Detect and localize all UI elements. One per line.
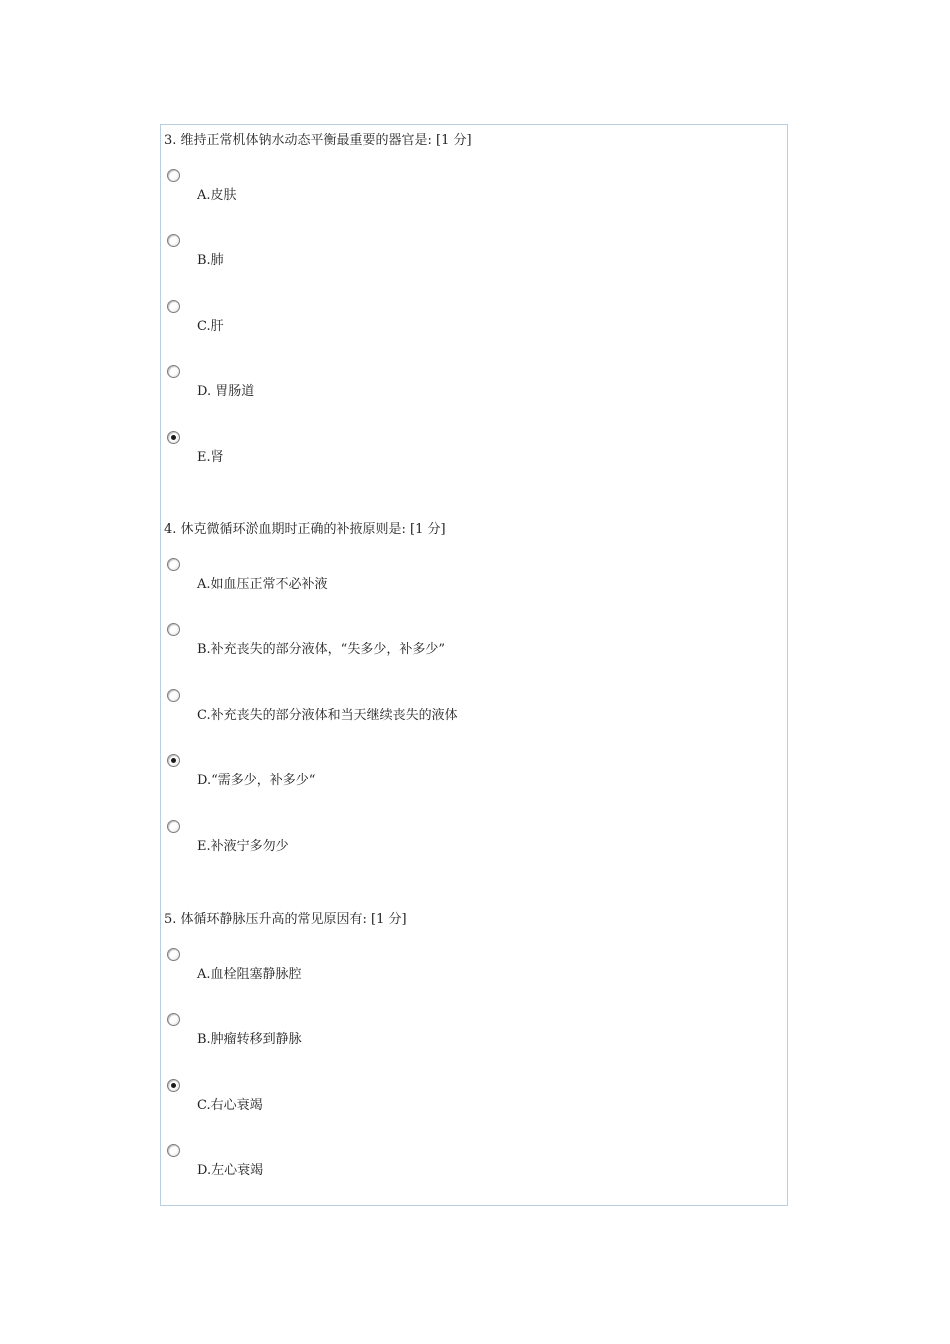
- radio-button[interactable]: [167, 169, 180, 182]
- option-b[interactable]: [161, 623, 787, 683]
- option-e[interactable]: [161, 431, 787, 491]
- option-e[interactable]: [161, 820, 787, 880]
- radio-button[interactable]: [167, 1013, 180, 1026]
- option-b[interactable]: [161, 1013, 787, 1073]
- radio-button-selected[interactable]: [167, 431, 180, 444]
- option-label: B.肺: [197, 253, 224, 268]
- option-label: A.皮肤: [197, 188, 237, 203]
- option-d[interactable]: [161, 365, 787, 425]
- radio-button[interactable]: [167, 623, 180, 636]
- option-label: D.“需多少，补多少“: [197, 773, 316, 788]
- option-label: E.补液宁多勿少: [197, 839, 289, 854]
- question-title: 5. 体循环静脉压升高的常见原因有: [1 分]: [164, 912, 407, 927]
- option-a[interactable]: [161, 169, 787, 229]
- radio-button[interactable]: [167, 300, 180, 313]
- option-d[interactable]: [161, 1144, 787, 1204]
- option-label: A.如血压正常不必补液: [197, 577, 328, 592]
- radio-button[interactable]: [167, 558, 180, 571]
- option-label: C.补充丧失的部分液体和当天继续丧失的液体: [197, 708, 458, 723]
- option-a[interactable]: [161, 558, 787, 618]
- option-c[interactable]: [161, 1079, 787, 1139]
- quiz-panel: [160, 124, 788, 1206]
- option-label: E.肾: [197, 450, 224, 465]
- radio-button[interactable]: [167, 689, 180, 702]
- option-label: B.肿瘤转移到静脉: [197, 1032, 302, 1047]
- option-label: C.肝: [197, 319, 224, 334]
- question-title: 3. 维持正常机体钠水动态平衡最重要的器官是: [1 分]: [164, 133, 472, 148]
- option-b[interactable]: [161, 234, 787, 294]
- radio-button[interactable]: [167, 1144, 180, 1157]
- option-d[interactable]: [161, 754, 787, 814]
- option-a[interactable]: [161, 948, 787, 1008]
- radio-button[interactable]: [167, 234, 180, 247]
- option-label: B.补充丧失的部分液体，“失多少，补多少”: [197, 642, 445, 657]
- option-label: D. 胃肠道: [197, 384, 255, 399]
- question-title: 4. 休克微循环淤血期时正确的补掖原则是: [1 分]: [164, 522, 446, 537]
- radio-button[interactable]: [167, 365, 180, 378]
- option-label: D.左心衰竭: [197, 1163, 264, 1178]
- radio-button[interactable]: [167, 820, 180, 833]
- radio-button-selected[interactable]: [167, 1079, 180, 1092]
- option-c[interactable]: [161, 300, 787, 360]
- option-label: A.血栓阻塞静脉腔: [197, 967, 302, 982]
- radio-button-selected[interactable]: [167, 754, 180, 767]
- option-label: C.右心衰竭: [197, 1098, 263, 1113]
- option-c[interactable]: [161, 689, 787, 749]
- radio-button[interactable]: [167, 948, 180, 961]
